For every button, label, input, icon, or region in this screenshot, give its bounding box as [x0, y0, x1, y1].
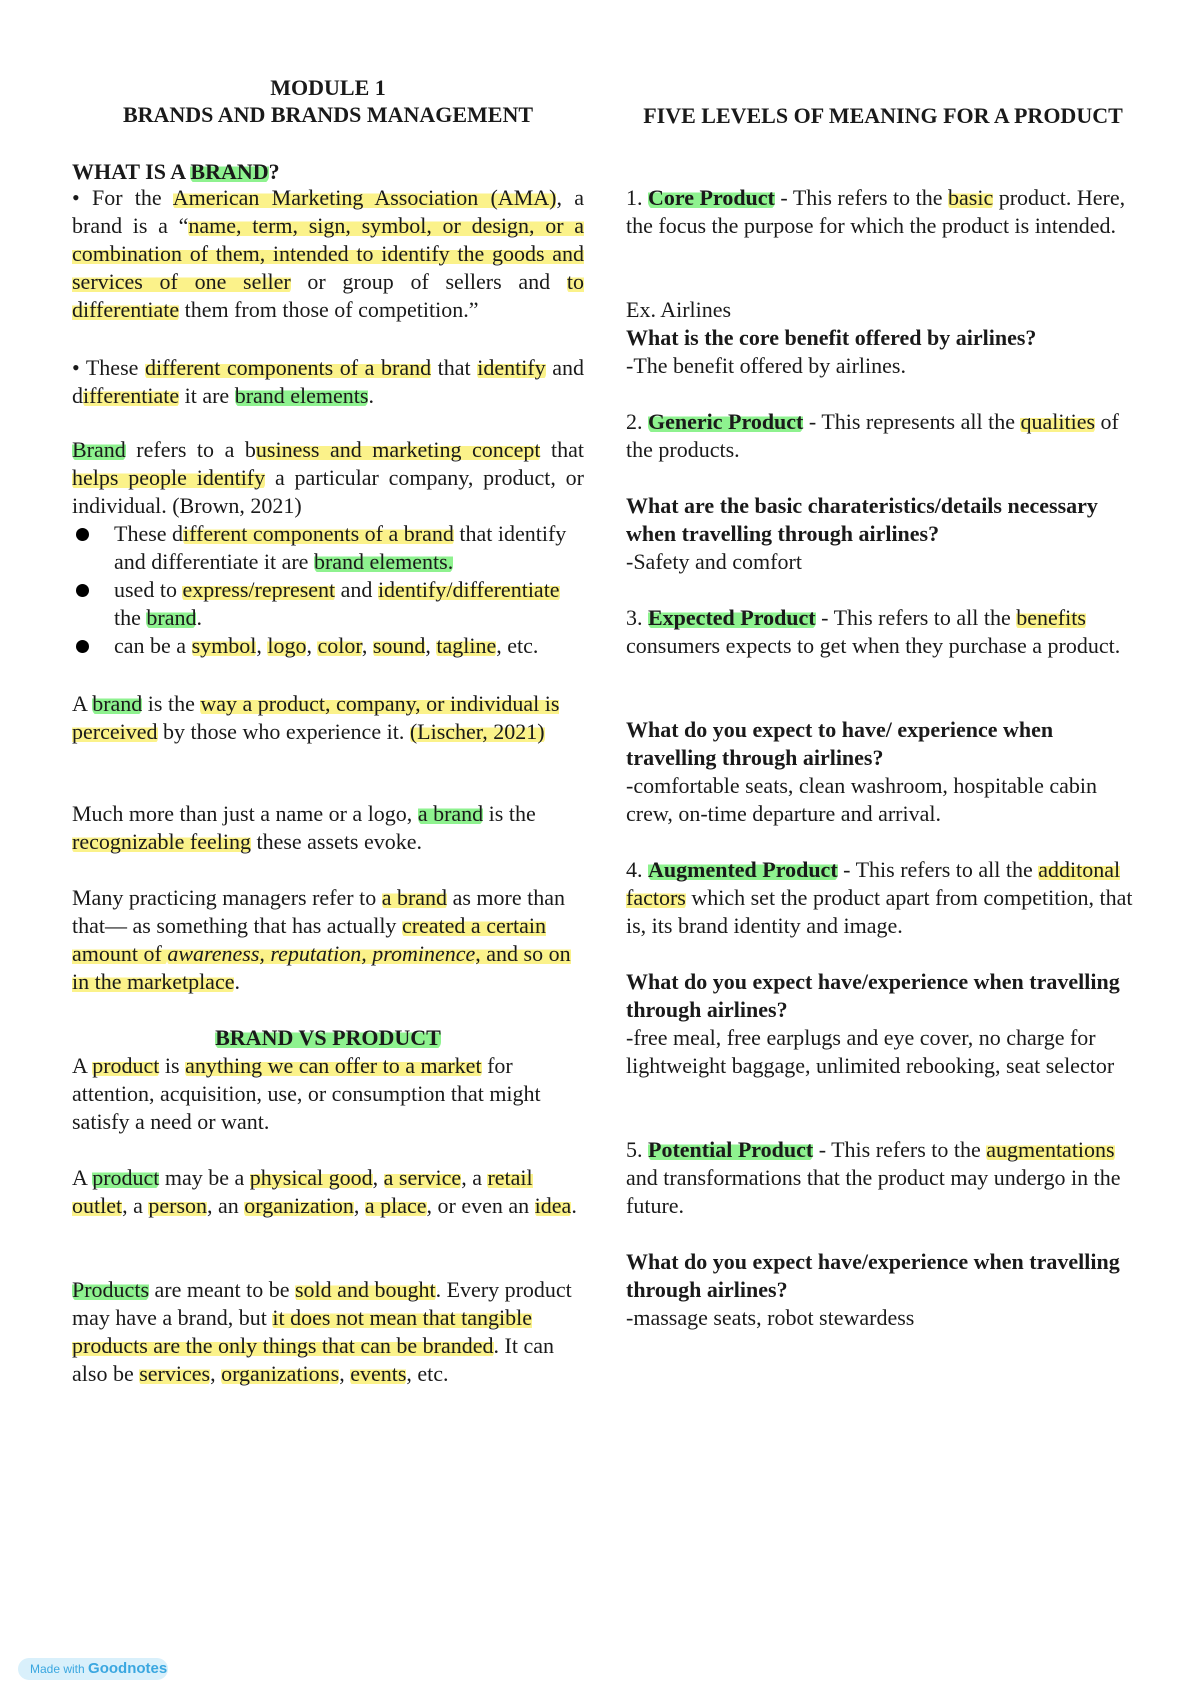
list-item: can be a symbol, logo, color, sound, tagline, etc. [72, 632, 584, 660]
bullet-dot-icon [76, 528, 89, 541]
list-item: used to express/represent and identify/differentiate the brand. [72, 576, 584, 632]
made-with-label: Made with [30, 1662, 85, 1676]
answer-2: -Safety and comfort [626, 549, 802, 574]
bullet-dot-icon [76, 640, 89, 653]
five-levels-heading: FIVE LEVELS OF MEANING FOR A PRODUCT [643, 103, 1123, 128]
made-with-goodnotes-badge [18, 1658, 168, 1680]
question-3: What do you expect to have/ experience when travelling through airlines? [626, 717, 1054, 770]
brand-elements-list [72, 520, 584, 660]
question-2: What are the basic charateristics/details necessary when travelling through airlines? [626, 493, 1098, 546]
bullet-dot-icon [76, 584, 89, 597]
managers-paragraph: Many practicing managers refer to a brand as more than that— as something that has actually created a certain amount of awareness, reputation, prominence, and so on in the marketplace. [72, 885, 571, 994]
question-1: What is the core benefit offered by airlines? [626, 325, 1037, 350]
question-5: What do you expect have/experience when travelling through airlines? [626, 1249, 1120, 1302]
much-more-paragraph: Much more than just a name or a logo, a brand is the recognizable feeling these assets evoke. [72, 801, 536, 854]
level-2-generic-product: 2. Generic Product - This represents all the qualities of the products. [626, 409, 1119, 462]
question-4: What do you expect have/experience when travelling through airlines? [626, 969, 1120, 1022]
brand-components-paragraph: • These different components of a brand that identify and differentiate it are brand elements. [72, 355, 584, 408]
ama-definition-paragraph: • For the American Marketing Association (AMA), a brand is a “name, term, sign, symbol, or design, or a combination of them, intended to identify the goods and services of one seller or group of sellers and to differentiate them from those of competition.” [72, 185, 585, 322]
what-is-brand-heading: WHAT IS A BRAND? [72, 159, 280, 184]
level-3-expected-product: 3. Expected Product - This refers to all the benefits consumers expects to get when they purchase a product. [626, 605, 1121, 658]
level-1-core-product: 1. Core Product - This refers to the basic product. Here, the focus the purpose for which the product is intended. [626, 185, 1126, 238]
lischer-paragraph: A brand is the way a product, company, or individual is perceived by those who experience it. (Lischer, 2021) [72, 691, 560, 744]
answer-5: -massage seats, robot stewardess [626, 1305, 915, 1330]
module-title: MODULE 1 [270, 75, 386, 100]
brand-refers-paragraph: Brand refers to a business and marketing concept that helps people identify a particular company, product, or individual. (Brown, 2021) [72, 437, 584, 518]
answer-4: -free meal, free earplugs and eye cover, no charge for lightweight baggage, unlimited rebooking, seat selector [626, 1025, 1115, 1078]
product-definition-paragraph: A product is anything we can offer to a market for attention, acquisition, use, or consumption that might satisfy a need or want. [72, 1053, 541, 1134]
level-5-potential-product: 5. Potential Product - This refers to the augmentations and transformations that the product may undergo in the future. [626, 1137, 1121, 1218]
goodnotes-logo-text: Goodnotes [88, 1660, 168, 1677]
list-item: These different components of a brand that identify and differentiate it are brand elements. [72, 520, 584, 576]
product-types-paragraph: A product may be a physical good, a service, a retail outlet, a person, an organization, a place, or even an idea. [72, 1165, 577, 1218]
example-airlines: Ex. Airlines [626, 297, 732, 322]
module-title-block [72, 74, 584, 128]
level-4-augmented-product: 4. Augmented Product - This refers to all the additonal factors which set the product apart from competition, that is, its brand identity and image. [626, 857, 1133, 938]
module-subtitle: BRANDS AND BRANDS MANAGEMENT [122, 102, 534, 127]
products-sold-paragraph: Products are meant to be sold and bought. Every product may have a brand, but it does not mean that tangible products are the only things that can be branded. It can also be services, organizations, events, etc. [72, 1277, 572, 1386]
brand-vs-product-heading: BRAND VS PRODUCT [215, 1025, 441, 1050]
answer-1: -The benefit offered by airlines. [626, 353, 906, 378]
answer-3: -comfortable seats, clean washroom, hospitable cabin crew, on-time departure and arrival. [626, 773, 1098, 826]
